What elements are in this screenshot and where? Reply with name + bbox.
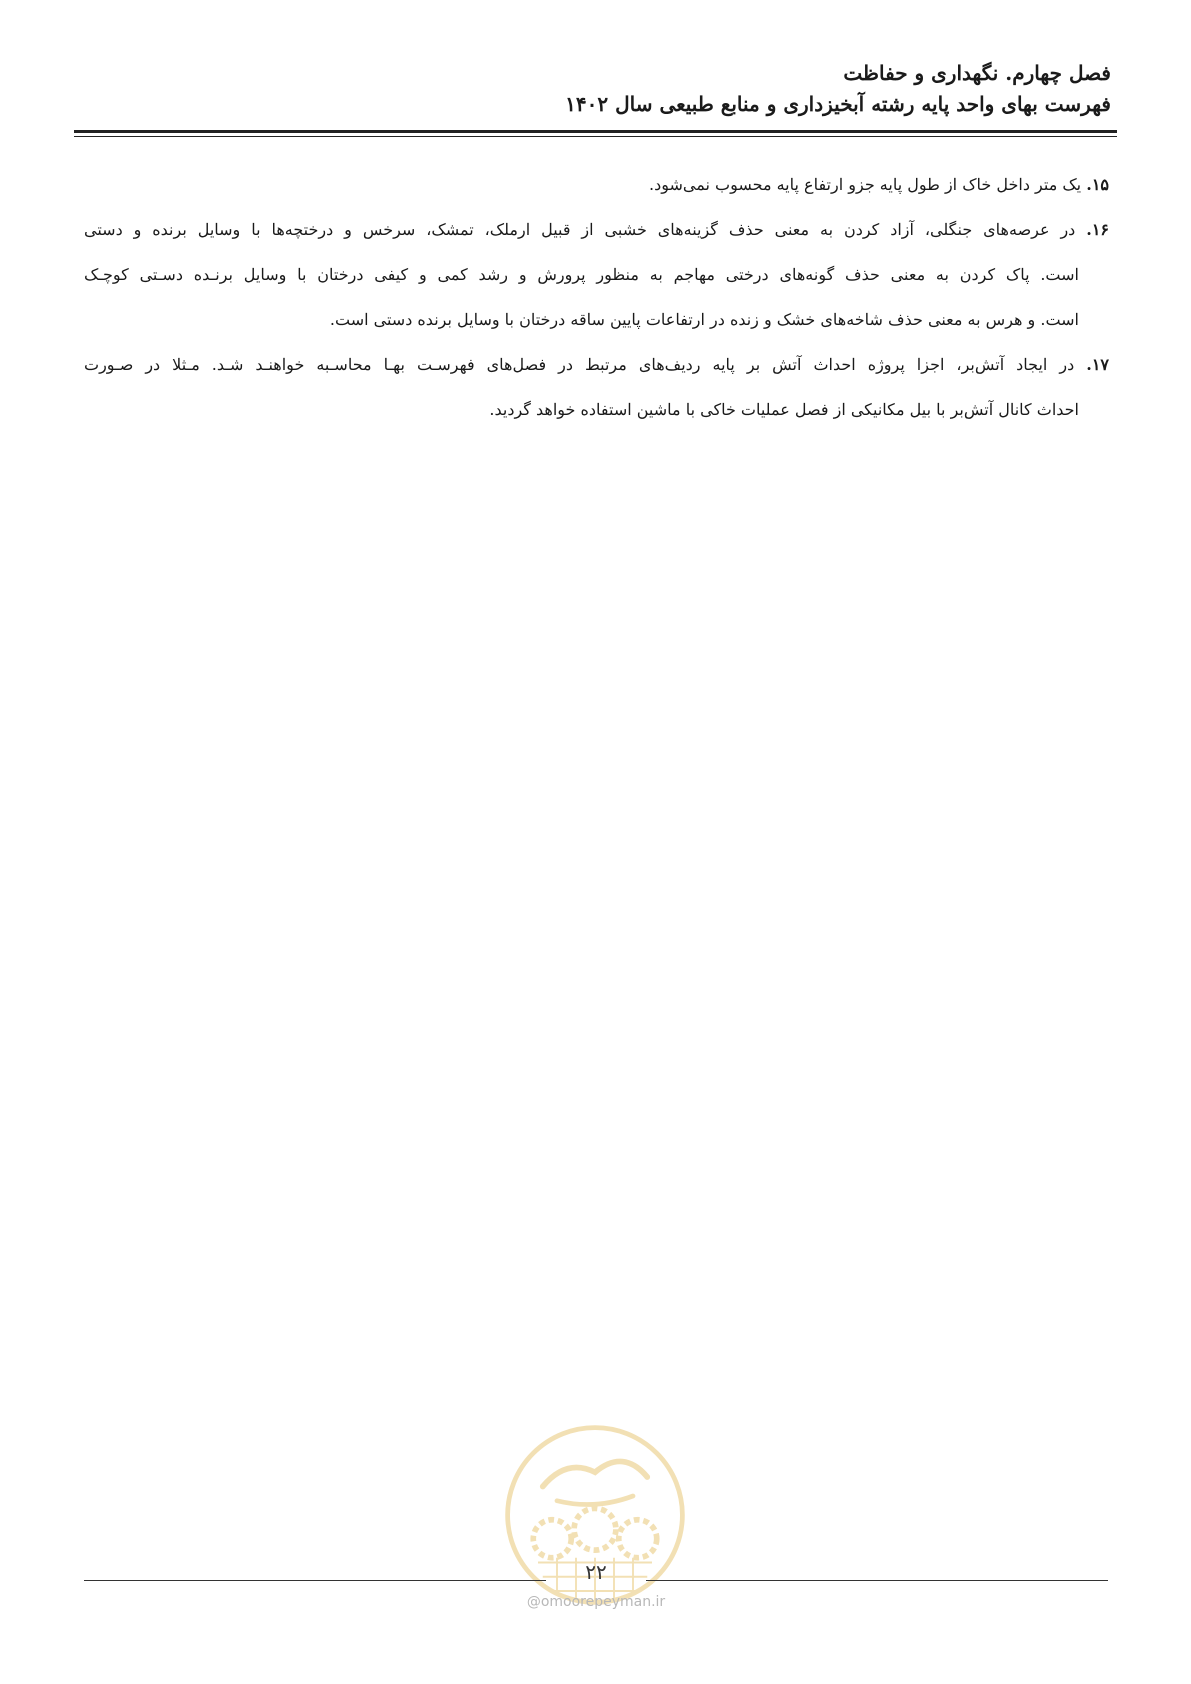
page-header: [80, 58, 1111, 120]
list-item-16: [84, 207, 1109, 342]
footer-rule: [646, 1580, 1108, 1581]
header-rule: [74, 130, 1117, 133]
list-item-15: [84, 162, 1109, 207]
item-number: ۱۵.: [1086, 175, 1109, 194]
item-line: ۱۵. یک متر داخل خاک از طول پایه جزو ارتفاع پایه محسوب نمی‌شود.: [649, 175, 1109, 194]
site-watermark: @omoorepeyman.ir: [526, 1594, 666, 1610]
item-number: ۱۷.: [1086, 355, 1109, 374]
page-body: [84, 162, 1109, 432]
item-line: ۱۷. در ایجاد آتش‌بر، اجزا پروژه احداث آتش بر پایه ردیف‌های مرتبط در فصل‌های فهرسـت بهـا محاسـبه خواهنـد شـد. مـثلا در صـورت: [84, 355, 1109, 374]
list-item-17: [84, 342, 1109, 432]
item-line: ۱۶. در عرصه‌های جنگلی، آزاد کردن به معنی حذف گزینه‌های خشبی از قبیل ارملک، تمشک، سرخس و درختچه‌ها با وسایل برنده و دستی: [84, 220, 1109, 239]
header-rule-thin: [74, 136, 1117, 137]
page-number: ۲۲: [585, 1560, 607, 1584]
item-line: احداث کانال آتش‌بر با بیل مکانیکی از فصل عملیات خاکی با ماشین استفاده خواهد گردید.: [489, 400, 1079, 419]
item-number: ۱۶.: [1086, 220, 1109, 239]
footer-rule: [84, 1580, 546, 1581]
item-line: است. پاک کردن به معنی حذف گونه‌های درختی مهاجم به منظور پرورش و رشد کمی و کیفی درختان با وسایل برنـده دسـتی کوچـک: [84, 265, 1079, 284]
item-line: است. و هرس به معنی حذف شاخه‌های خشک و زنده در ارتفاعات پایین ساقه درختان با وسایل برنده دستی است.: [329, 310, 1079, 329]
document-subtitle: فهرست بهای واحد پایه رشته آبخیزداری و منابع طبیعی سال ۱۴۰۲: [565, 92, 1111, 116]
chapter-title: فصل چهارم. نگهداری و حفاظت: [843, 61, 1111, 85]
